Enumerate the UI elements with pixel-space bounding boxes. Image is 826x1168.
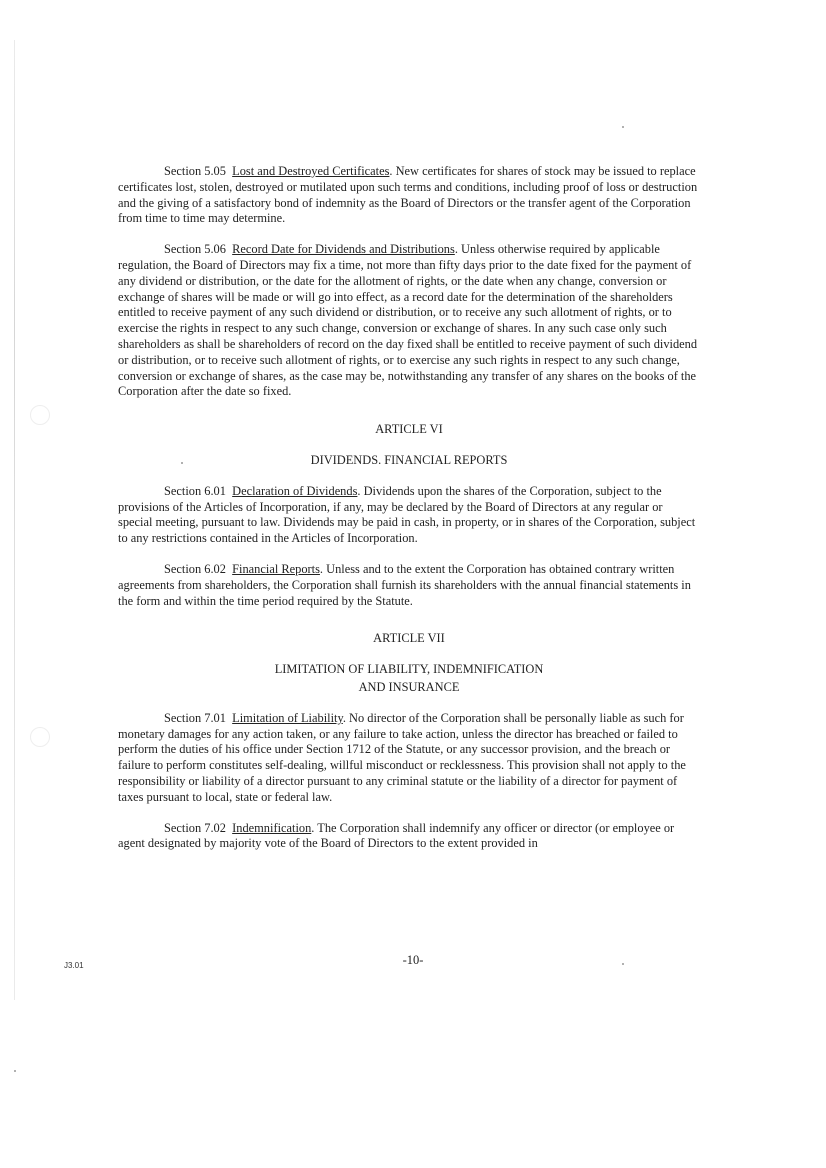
article-6-heading: [118, 422, 700, 469]
article-subtitle-line2: AND INSURANCE: [358, 679, 460, 694]
section-6-02: [118, 562, 700, 609]
section-title: Record Date for Dividends and Distributions: [232, 242, 455, 257]
section-title: Lost and Destroyed Certificates: [232, 164, 390, 178]
article-title: ARTICLE VI: [375, 422, 443, 437]
section-label: Section 5.06: [164, 242, 226, 257]
section-title: Declaration of Dividends: [232, 483, 358, 498]
section-label: Section 5.05: [164, 164, 226, 178]
section-5-05: [118, 164, 700, 227]
section-label: Section 7.02: [164, 820, 226, 835]
section-body: . No director of the Corporation shall be personally liable as such for monetary damages for any action taken, or any failure to take action, unless the director has breached or failed to perform the duties of his office under Section 1712 of the Statute, or any successor provision, and the breach or failure to perform constitutes self-dealing, willful misconduct or recklessness. This provision shall not apply to the responsibility or liability of a director pursuant to any criminal statute or the liability of a director for payment of taxes pursuant to local, state or federal law.: [118, 710, 686, 804]
section-body: . Dividends upon the shares of the Corporation, subject to the provisions of the Articles of Incorporation, if any, may be declared by the Board of Directors at any regular or special meeting, pursuant to law. Dividends may be paid in cash, in property, or in shares of the Corporation, subject to any restrictions contained in the Articles of Incorporation.: [118, 483, 696, 546]
section-body: . The Corporation shall indemnify any officer or director (or employee or agent designated by majority vote of the Board of Directors to the extent provided in: [118, 820, 675, 851]
section-6-01: [118, 484, 700, 547]
section-body: . Unless otherwise required by applicable regulation, the Board of Directors may fix a time, not more than fifty days prior to the date fixed for the payment of any dividend or distribution, or the date for the allotment of rights, or the date when any change, conversion or exchange of shares will be made or will go into effect, as a record date for the determination of the shareholders entitled to receive payment of any such dividend or distribution, or to receive any such allotment of rights, or to exercise the rights in respect to any such change, conversion or exchange of shares. In any such case only such shareholders as shall be shareholders of record on the day fixed shall be entitled to receive payment of such dividend or distribution, or to receive such allotment of rights, or to exercise any such rights in respect to any such change, conversion or exchange of shares, as the case may be, notwithstanding any transfer of any shares on the books of the Corporation after the date so fixed.: [118, 242, 698, 399]
section-5-06: [118, 242, 700, 400]
section-body: . Unless and to the extent the Corporation has obtained contrary written agreements from shareholders, the Corporation shall furnish its shareholders with the annual financial statements in the form and within the time period required by the Statute.: [118, 561, 691, 608]
article-subtitle: DIVIDENDS. FINANCIAL REPORTS: [310, 452, 508, 467]
scan-speck: [622, 126, 624, 128]
document-code: J3.01: [64, 961, 84, 970]
article-7-heading: [118, 631, 700, 695]
section-label: Section 6.01: [164, 483, 226, 498]
article-title: ARTICLE VII: [373, 631, 445, 646]
scan-speck: [14, 1070, 16, 1072]
section-title: Indemnification: [232, 820, 312, 835]
section-7-02: [118, 821, 700, 853]
article-subtitle-line1: LIMITATION OF LIABILITY, INDEMNIFICATION: [274, 662, 544, 677]
section-7-01: [118, 711, 700, 806]
section-label: Section 7.01: [164, 710, 226, 725]
punch-hole-bottom: [30, 727, 50, 747]
punch-hole-top: [30, 405, 50, 425]
section-body: . New certificates for shares of stock may be issued to replace certificates lost, stolen, destroyed or mutilated upon such terms and conditions, including proof of loss or destruction and the giving of a satisfactory bond of indemnity as the Board of Directors or the transfer agent of the Corporation from time to time may determine.: [118, 164, 698, 226]
section-label: Section 6.02: [164, 561, 226, 576]
page-number: -10-: [402, 953, 424, 967]
section-title: Limitation of Liability: [232, 710, 343, 725]
document-page: [118, 164, 700, 867]
section-title: Financial Reports: [232, 561, 320, 576]
scan-edge: [14, 40, 15, 1000]
